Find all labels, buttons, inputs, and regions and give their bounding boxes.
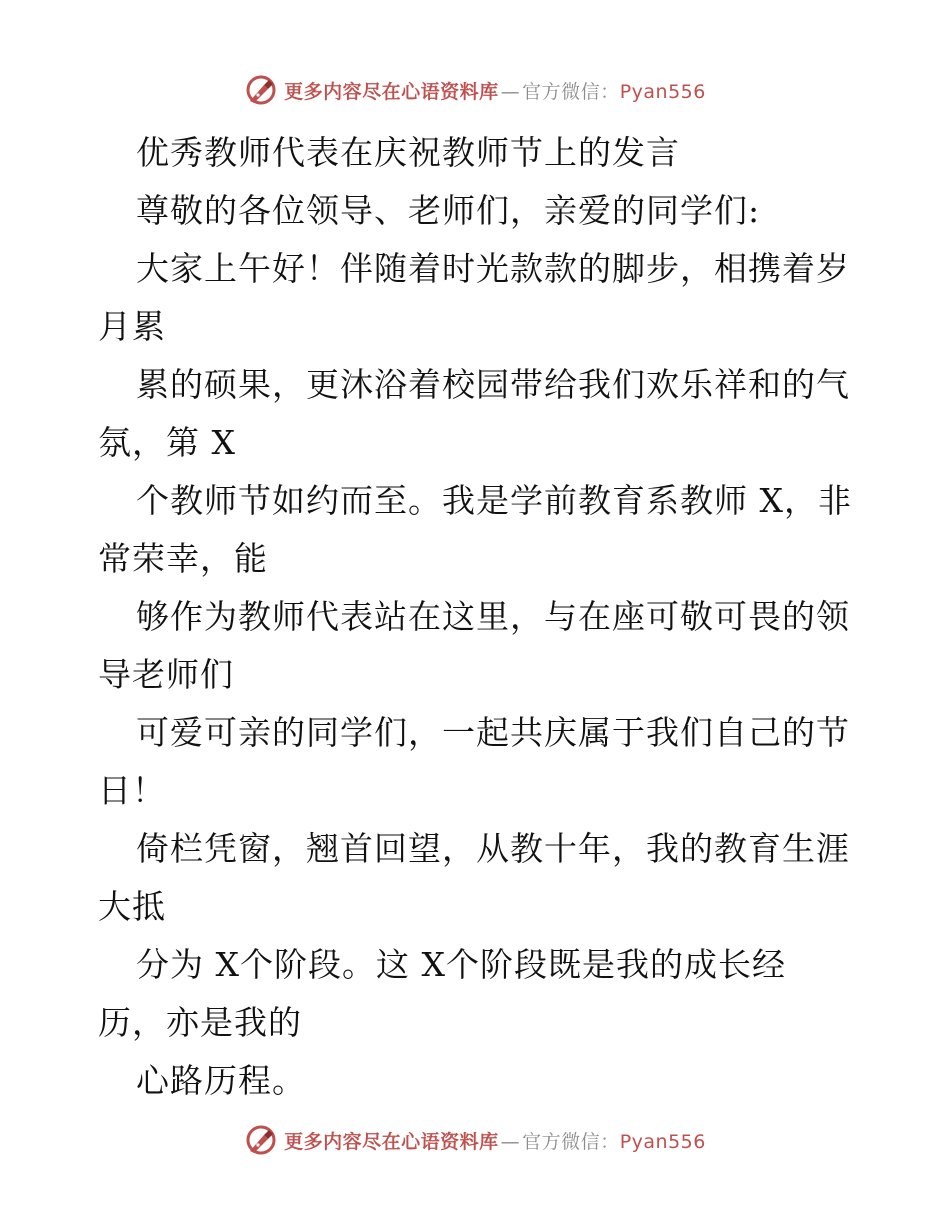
paragraph-line: 月累	[98, 307, 166, 346]
paragraph-line: 常荣幸，能	[98, 539, 268, 578]
watermark-label: 官方微信：	[522, 80, 620, 103]
paragraph-line: 日！	[98, 771, 166, 810]
paragraph-line: 氛，第 X	[98, 423, 236, 462]
paragraph-line: 累的硕果，更沐浴着校园带给我们欢乐祥和的气	[136, 365, 850, 404]
footer-watermark	[0, 1120, 950, 1160]
watermark-separator: —	[500, 80, 521, 103]
pen-nib-logo-icon	[244, 1123, 278, 1157]
watermark-separator: —	[500, 1130, 521, 1153]
paragraph-line: 历，亦是我的	[98, 1003, 302, 1042]
pen-nib-logo-icon	[244, 73, 278, 107]
paragraph-line: 够作为教师代表站在这里，与在座可敬可畏的领	[136, 597, 850, 636]
watermark-wechat-id: Pyan556	[619, 80, 706, 103]
document-title: 优秀教师代表在庆祝教师节上的发言	[136, 133, 680, 172]
paragraph-line: 大家上午好！伴随着时光款款的脚步，相携着岁	[136, 249, 850, 288]
watermark-label: 官方微信：	[522, 1130, 620, 1153]
paragraph-line: 心路历程。	[136, 1061, 306, 1100]
header-watermark	[0, 70, 950, 110]
paragraph-line: 分为 X个阶段。这 X个阶段既是我的成长经	[136, 945, 786, 984]
watermark-brand: 更多内容尽在心语资料库	[284, 80, 499, 103]
paragraph-line: 导老师们	[98, 655, 234, 694]
paragraph-line: 可爱可亲的同学们，一起共庆属于我们自己的节	[136, 713, 850, 752]
paragraph-line: 大抵	[98, 887, 166, 926]
paragraph-line: 个教师节如约而至。我是学前教育系教师 X，非	[136, 481, 852, 520]
paragraph-line: 倚栏凭窗，翘首回望，从教十年，我的教育生涯	[136, 829, 850, 868]
document-body	[98, 124, 858, 1110]
watermark-wechat-id: Pyan556	[619, 1130, 706, 1153]
watermark-brand: 更多内容尽在心语资料库	[284, 1130, 499, 1153]
salutation: 尊敬的各位领导、老师们，亲爱的同学们:	[136, 191, 761, 230]
